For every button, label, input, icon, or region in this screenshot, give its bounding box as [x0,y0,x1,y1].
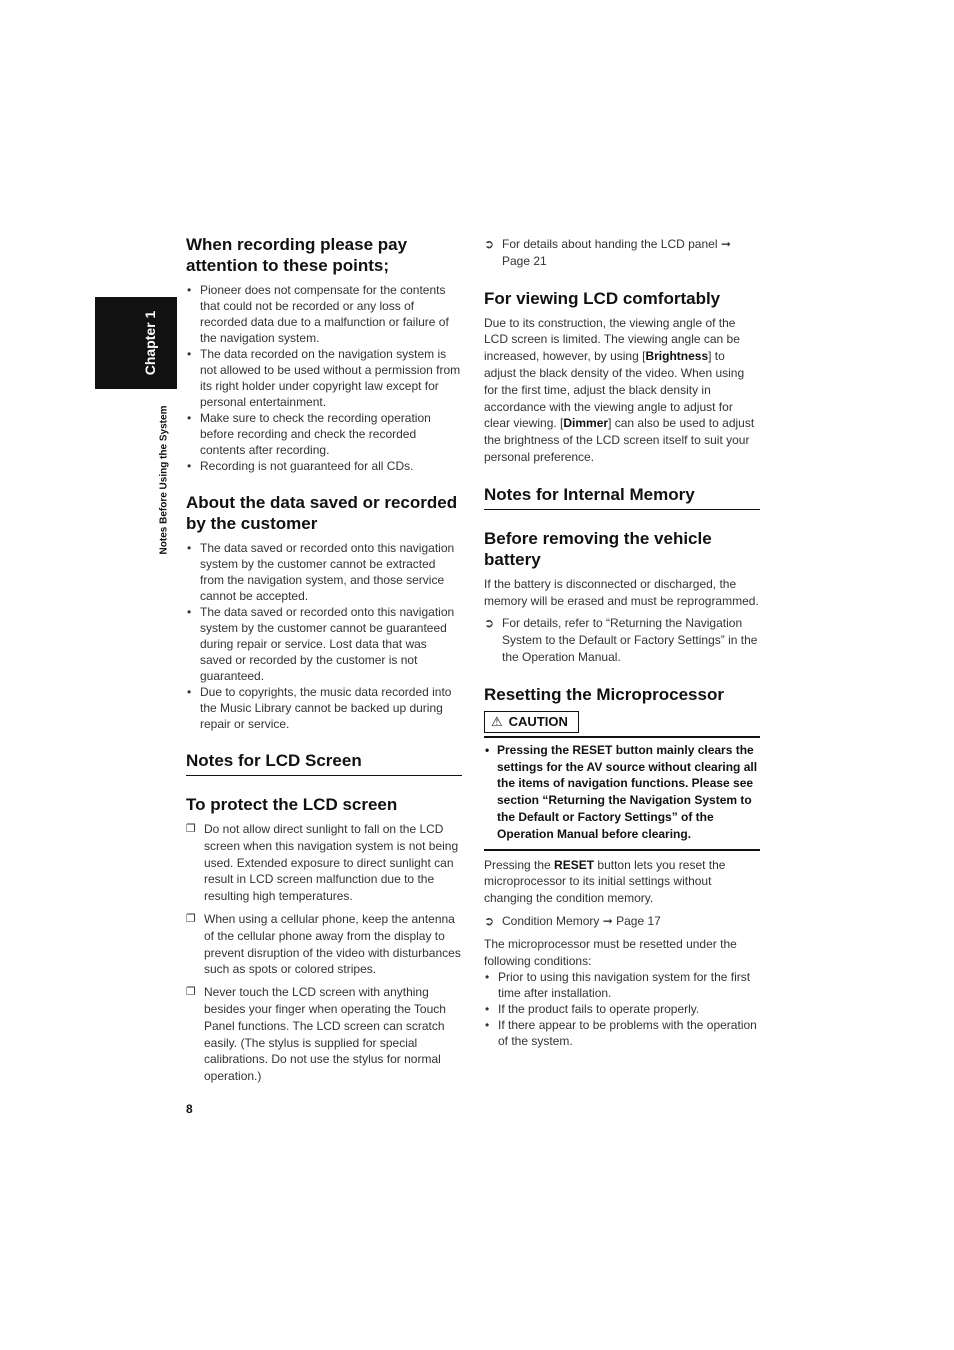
list-item: ❐ When using a cellular phone, keep the antenna of the cellular phone away from the display to prevent disruption of the video with disturbances such as spots or colored stripes. [186,911,461,977]
recording-list [186,282,462,474]
right-column [484,236,760,1049]
checkbox-icon: ❐ [186,823,196,835]
arrow-reference-icon: ➲ [484,237,495,251]
heading-protect-lcd: To protect the LCD screen [186,795,398,814]
caution-label: ⚠ CAUTION [484,711,579,733]
conditions-intro: The microprocessor must be resetted under the following conditions: [484,936,737,968]
list-item: ❐ Never touch the LCD screen with anything besides your finger when operating the Touch Panel functions. The LCD screen can scratch easily. (The stylus is supplied for special calibrations. Do not use the stylus for normal operation.) [186,985,446,1084]
warning-icon: ⚠ [491,713,503,729]
caution-body [484,738,760,851]
arrow-reference-icon: ➲ [484,913,495,928]
heading-recording: When recording please pay attention to these points; [186,235,408,275]
section-label: Notes Before Using the System [158,405,170,555]
arrow-reference-icon: ➲ [484,616,495,631]
reference-condition-memory: ➲ Condition Memory ➞ Page 17 [484,913,661,928]
viewing-paragraph: Due to its construction, the viewing angle of the LCD screen is limited. The viewing angle can be increased, however, by using [Brightness] to adjust the black density of the video. When using for the first time, adjust the black density in accordance with the viewing angle to adjust for clear viewing. [Dimmer] can also be used to adjust the brightness of the LCD screen itself to suit your personal preference. [484,315,755,464]
list-item: ❐ Do not allow direct sunlight to fall on the LCD screen when this navigation system is not being used. Extended exposure to direct sunlight can result in LCD screen malfunction due to the resulting high temperatures. [186,822,459,904]
heading-viewing: For viewing LCD comfortably [484,288,721,308]
heading-reset: Resetting the Microprocessor [484,684,724,704]
caution-item: • Pressing the RESET button mainly clears the settings for the AV source without clearing all the items of navigation functions. Please see section “Returning the Navigation System to the Default or Factory Settings” of the Operation Manual before clearing. [484,742,760,843]
page-number: 8 [186,1102,193,1116]
list-item: • The data recorded on the navigation system is not allowed to be used without a permission from its right holder under copyright law except for personal entertainment. [186,346,462,410]
list-item: • Prior to using this navigation system for the first time after installation. [484,969,760,1001]
list-item: • If the product fails to operate properly. [484,1001,760,1017]
list-item: • Make sure to check the recording operation before recording and check the recorded contents after recording. [186,410,462,458]
heading-internal-memory: Notes for Internal Memory [484,484,760,510]
reset-paragraph: Pressing the RESET button lets you reset the microprocessor to its initial settings without changing the condition memory. [484,857,726,906]
list-item: • The data saved or recorded onto this navigation system by the customer cannot be extracted from the navigation system, and those service cannot be accepted. [186,540,462,604]
heading-lcd-notes: Notes for LCD Screen [186,750,462,776]
battery-paragraph: If the battery is disconnected or discharged, the memory will be erased and must be reprogrammed. [484,576,759,608]
list-item: • The data saved or recorded onto this navigation system by the customer cannot be guaranteed during repair or service. Lost data that was saved or recorded by the customer is not guaranteed. [186,604,462,684]
checkbox-icon: ❐ [186,912,196,925]
left-column [186,234,462,1091]
list-item: • Pioneer does not compensate for the contents that could not be recorded or any loss of recorded data due to a malfunction or failure of the navigation system. [186,282,462,346]
heading-about-data: About the data saved or recorded by the customer [186,493,458,533]
conditions-list [484,969,760,1049]
reference-lcd-panel: ➲ For details about handing the LCD panel ➞ Page 21 [484,237,731,268]
list-item: • If there appear to be problems with the operation of the system. [484,1017,760,1049]
checkbox-icon: ❐ [186,986,196,999]
about-list [186,540,462,732]
protect-list [186,821,462,1085]
chapter-label: Chapter 1 [142,310,158,376]
chapter-tab [95,297,177,389]
list-item: • Due to copyrights, the music data recorded into the Music Library cannot be backed up during repair or service. [186,684,462,732]
reference-default-settings: ➲ For details, refer to “Returning the Navigation System to the Default or Factory Settings” in the the Operation Manual. [484,616,758,664]
list-item: • Recording is not guaranteed for all CDs. [186,458,462,474]
heading-battery: Before removing the vehicle battery [484,528,712,569]
